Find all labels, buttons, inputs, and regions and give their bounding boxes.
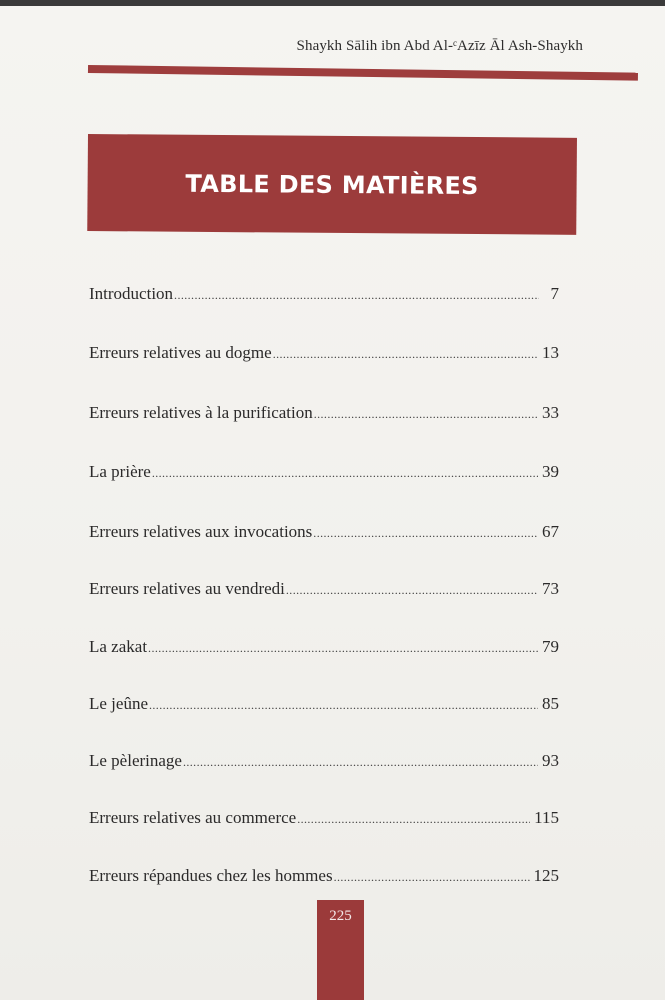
toc-entry-label: Erreurs relatives aux invocations <box>89 522 313 541</box>
toc-leader-dots <box>183 755 538 770</box>
toc-entry-page: 85 <box>542 694 559 713</box>
toc-entry-label: Erreurs relatives au vendredi <box>89 579 285 598</box>
toc-entry-label: Erreurs relatives au commerce <box>89 808 297 827</box>
toc-entry-page: 73 <box>542 579 559 598</box>
toc-entry <box>89 284 559 314</box>
toc-entry-label: Erreurs relatives à la purification <box>89 403 313 422</box>
toc-entry <box>89 462 559 492</box>
toc-entry <box>89 579 559 609</box>
toc-entry <box>89 751 559 781</box>
toc-leader-dots <box>334 870 530 885</box>
toc-leader-dots <box>286 583 538 598</box>
toc-entry-label: Erreurs répandues chez les hommes <box>89 866 333 885</box>
toc-entry-page: 67 <box>542 522 559 541</box>
toc-entry-label: La prière <box>89 462 151 481</box>
title-banner <box>87 134 577 235</box>
toc-leader-dots <box>149 698 538 713</box>
toc-entry <box>89 522 559 552</box>
toc-leader-dots <box>152 466 538 481</box>
toc-entry-page: 33 <box>542 403 559 422</box>
toc-entry <box>89 343 559 373</box>
header-rule <box>88 65 638 81</box>
toc-entry <box>89 808 559 838</box>
toc-entry <box>89 866 559 896</box>
toc-entry-label: Erreurs relatives au dogme <box>89 343 272 362</box>
toc-entry-label: Introduction <box>89 284 174 303</box>
toc-entry <box>89 694 559 724</box>
toc-entry-page: 115 <box>534 808 559 827</box>
toc-entry-page: 39 <box>542 462 559 481</box>
toc-entry-label: La zakat <box>89 637 148 656</box>
page-title: TABLE DES MATIÈRES <box>185 169 479 200</box>
toc-leader-dots <box>314 407 538 422</box>
toc-entry-page: 125 <box>533 866 559 885</box>
toc-entry-label: Le pèlerinage <box>89 751 182 770</box>
toc-leader-dots <box>174 288 539 303</box>
toc-entry-page: 7 <box>550 284 559 303</box>
toc-leader-dots <box>297 812 530 827</box>
running-header: Shaykh Sālih ibn Abd Al-ᶜAzīz Āl Ash-Shaykh <box>296 38 583 54</box>
toc-entry-page: 79 <box>542 637 559 656</box>
toc-entry <box>89 637 559 667</box>
toc-entry <box>89 403 559 433</box>
toc-entry-page: 93 <box>542 751 559 770</box>
toc-entry-page: 13 <box>542 343 559 362</box>
toc-leader-dots <box>273 347 538 362</box>
page-number: 225 <box>329 908 352 924</box>
toc-entry-label: Le jeûne <box>89 694 148 713</box>
toc-leader-dots <box>313 526 538 541</box>
page-edge-shadow <box>0 0 665 6</box>
toc-leader-dots <box>148 641 538 656</box>
